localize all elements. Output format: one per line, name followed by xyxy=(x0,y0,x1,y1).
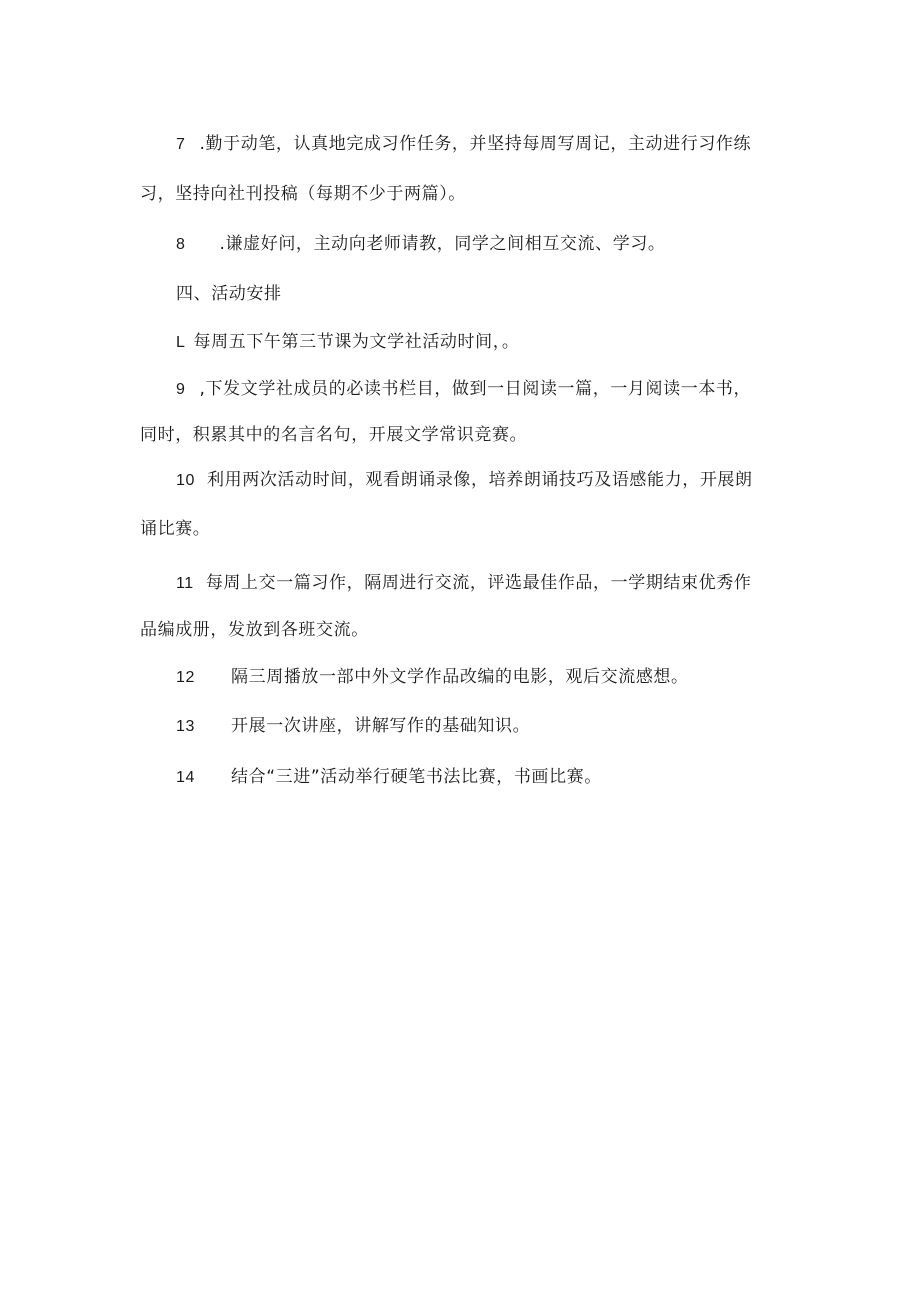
paragraph-12 xyxy=(176,666,689,689)
paragraph-text: 隔三周播放一部中外文学作品改编的电影，观后交流感想。 xyxy=(231,667,689,687)
paragraph-text: 每周上交一篇习作，隔周进行交流，评选最佳作品，一学期结束优秀作 xyxy=(205,573,752,593)
paragraph-7-line-2 xyxy=(140,183,466,205)
paragraph-text: 品编成册，发放到各班交流。 xyxy=(140,620,369,640)
paragraph-10-line-1 xyxy=(176,469,753,492)
paragraph-text: 诵比赛。 xyxy=(140,519,211,539)
paragraph-9-line-1 xyxy=(176,378,751,401)
item-number: 14 xyxy=(176,769,195,786)
paragraph-text: .谦虚好问，主动向老师请教，同学之间相互交流、学习。 xyxy=(219,234,666,254)
paragraph-9-line-2 xyxy=(140,424,527,446)
paragraph-text: 开展一次讲座，讲解写作的基础知识。 xyxy=(231,716,531,736)
paragraph-text: 结合“三进”活动举行硬笔书法比赛，书画比赛。 xyxy=(231,767,602,787)
item-number: 9 xyxy=(176,381,186,398)
paragraph-10-line-2 xyxy=(140,518,210,540)
paragraph-13 xyxy=(176,715,530,738)
item-number: L xyxy=(176,334,186,351)
paragraph-text: 同时，积累其中的名言名句，开展文学常识竞赛。 xyxy=(140,425,528,445)
paragraph-text: 每周五下午第三节课为文学社活动时间，。 xyxy=(193,332,520,352)
section-title: 四、活动安排 xyxy=(176,284,282,304)
paragraph-11-line-1 xyxy=(176,572,751,595)
paragraph-text: ,下发文学社成员的必读书栏目，做到一日阅读一篇，一月阅读一本书， xyxy=(199,379,752,399)
paragraph-text: 利用两次活动时间，观看朗诵录像，培养朗诵技巧及语感能力，开展朗 xyxy=(207,470,753,490)
item-number: 13 xyxy=(176,718,195,735)
section-heading xyxy=(176,283,282,305)
paragraph-11-line-2 xyxy=(140,619,369,641)
paragraph-text: 习，坚持向社刊投稿（每期不少于两篇）。 xyxy=(140,184,466,204)
item-number: 10 xyxy=(176,472,195,489)
item-number: 11 xyxy=(176,575,194,592)
paragraph-7-line-1 xyxy=(176,133,751,156)
paragraph-l xyxy=(176,331,519,354)
paragraph-8 xyxy=(176,233,666,256)
item-number: 8 xyxy=(176,236,186,253)
paragraph-text: .勤于动笔，认真地完成习作任务，并坚持每周写周记，主动进行习作练 xyxy=(199,134,752,154)
paragraph-14 xyxy=(176,766,602,789)
item-number: 7 xyxy=(176,136,186,153)
item-number: 12 xyxy=(176,669,195,686)
